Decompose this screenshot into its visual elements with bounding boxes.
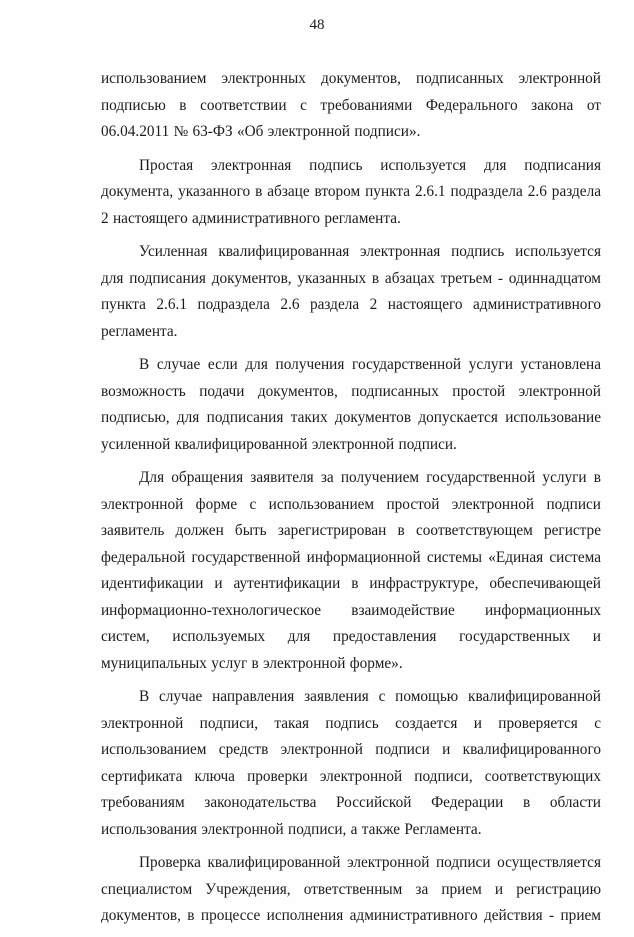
paragraph-verification-specialist: Проверка квалифицированной электронной подписи осуществляется специалистом Учреждения, ответственным за прием и регистрацию документов, в процессе исполнения административного действия - прием bbox=[101, 854, 601, 924]
paragraph-esia-registration: Для обращения заявителя за получением государственной услуги в электронной форме с использованием простой электронной подписи заявитель должен быть зарегистрирован в соответствующем регистре федеральной государственной информационной системы «Единая система идентификации и аутентификации в инфраструктуре, обеспечивающей информационно-технологическое взаимодействие информационных систем, используемых для предоставления государственных и муниципальных услуг в электронной форме». bbox=[101, 469, 601, 672]
paragraph-qualified-signature: Усиленная квалифицированная электронная подпись используется для подписания документов, указанных в абзацах третьем - одиннадцатом пункта 2.6.1 подраздела 2.6 раздела 2 настоящего административного регламента. bbox=[101, 243, 601, 340]
paragraph-signature-option: В случае если для получения государственной услуги установлена возможность подачи документов, подписанных простой электронной подписью, для подписания таких документов допускается использование усиленной квалифицированной электронной подписи. bbox=[101, 356, 601, 453]
paragraph-simple-signature: Простая электронная подпись используется для подписания документа, указанного в абзаце втором пункта 2.6.1 подраздела 2.6 раздела 2 настоящего административного регламента. bbox=[101, 156, 601, 227]
paragraph-continuation: использованием электронных документов, подписанных электронной подписью в соответствии с требованиями Федерального закона от 06.04.2011 № 63-ФЗ «Об электронной подписи». bbox=[101, 70, 601, 140]
page-number: 48 bbox=[309, 17, 325, 33]
document-body bbox=[101, 66, 601, 937]
paragraph-qualified-verification: В случае направления заявления с помощью квалифицированной электронной подписи, такая подпись создается и проверяется с использованием средств электронной подписи и квалифицированного сертификата ключа проверки электронной подписи, соответствующих требованиям законодательства Российской Федерации в области использования электронной подписи, а также Регламента. bbox=[101, 688, 601, 838]
